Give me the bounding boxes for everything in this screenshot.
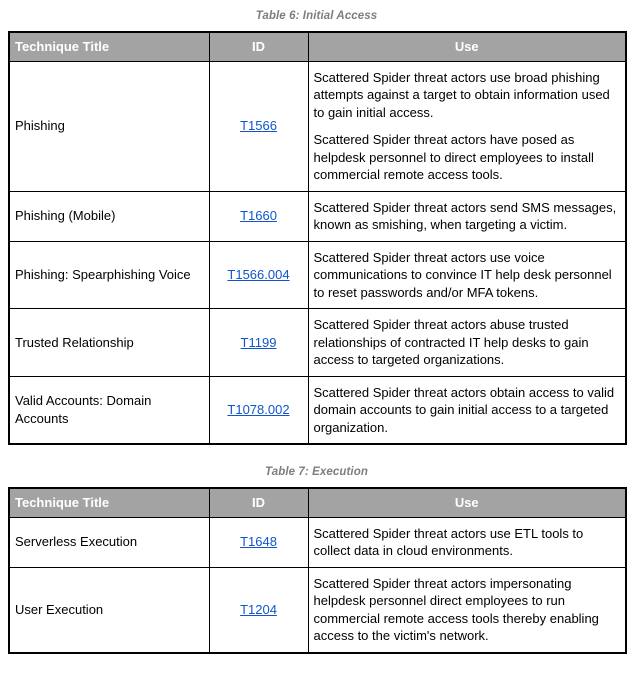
table-row [9,191,626,241]
column-header-technique-title: Technique Title [9,32,209,61]
use-paragraph: Scattered Spider threat actors send SMS messages, known as smishing, when targeting a victim. [313,199,617,232]
column-header-id: ID [209,488,308,517]
table-row [9,61,626,191]
table-row [9,517,626,567]
use-paragraph: Scattered Spider threat actors use ETL tools to collect data in cloud environments. [313,525,584,558]
technique-title-cell: Phishing [9,61,209,191]
use-paragraph: Scattered Spider threat actors impersonating helpdesk personnel direct employees to run commercial remote access tools thereby enabling access to the victim's network. [313,575,599,643]
id-cell [209,567,308,653]
use-cell [308,517,626,567]
technique-id-link[interactable]: T1566 [240,118,277,134]
technique-id-link[interactable]: T1078.002 [227,402,290,417]
technique-id-link[interactable]: T1204 [240,601,277,617]
header-row [9,488,626,517]
use-paragraph: Scattered Spider threat actors abuse trusted relationships of contracted IT help desks to gain access to targeted organizations. [313,317,589,367]
technique-id-link[interactable]: T1566.004 [227,267,290,282]
table-row [9,309,626,377]
use-cell [308,567,626,653]
column-header-use: Use [308,32,626,61]
technique-title-cell: Valid Accounts: Domain Accounts [9,376,209,444]
use-cell [308,309,626,377]
id-cell [209,61,308,191]
id-cell [209,376,308,444]
column-header-use: Use [308,488,626,517]
id-cell [209,191,308,241]
technique-title-cell: User Execution [9,567,209,653]
technique-id-link[interactable]: T1660 [240,208,277,224]
table-row [9,376,626,444]
technique-title-cell: Trusted Relationship [9,309,209,377]
id-cell [209,309,308,377]
use-paragraph: Scattered Spider threat actors have posed as helpdesk personnel to direct employees to install commercial remote access tools. [313,132,594,182]
technique-title-cell: Phishing (Mobile) [9,191,209,241]
table-row [9,567,626,653]
id-cell [209,517,308,567]
technique-id-link[interactable]: T1648 [240,534,277,550]
id-cell [209,241,308,309]
technique-id-link[interactable]: T1199 [240,334,277,350]
technique-table [8,487,627,654]
table-section [8,466,625,654]
use-cell [308,376,626,444]
technique-title-cell: Phishing: Spearphishing Voice [9,241,209,309]
column-header-id: ID [209,32,308,61]
header-row [9,32,626,61]
use-paragraph: Scattered Spider threat actors use voice communications to convince IT help desk personnel to reset passwords and/or MFA tokens. [313,249,612,300]
use-paragraph: Scattered Spider threat actors obtain access to valid domain accounts to gain initial access to a targeted organization. [313,384,615,435]
use-cell [308,61,626,191]
table-caption: Table 6: Initial Access [255,10,378,22]
use-cell [308,191,626,241]
table-row [9,241,626,309]
technique-table [8,31,627,445]
table-caption: Table 7: Execution [265,466,368,478]
column-header-technique-title: Technique Title [9,488,209,517]
use-cell [308,241,626,309]
use-paragraph: Scattered Spider threat actors use broad phishing attempts against a target to obtain information used to gain initial access. [313,69,610,120]
technique-title-cell: Serverless Execution [9,517,209,567]
table-section [8,10,625,445]
